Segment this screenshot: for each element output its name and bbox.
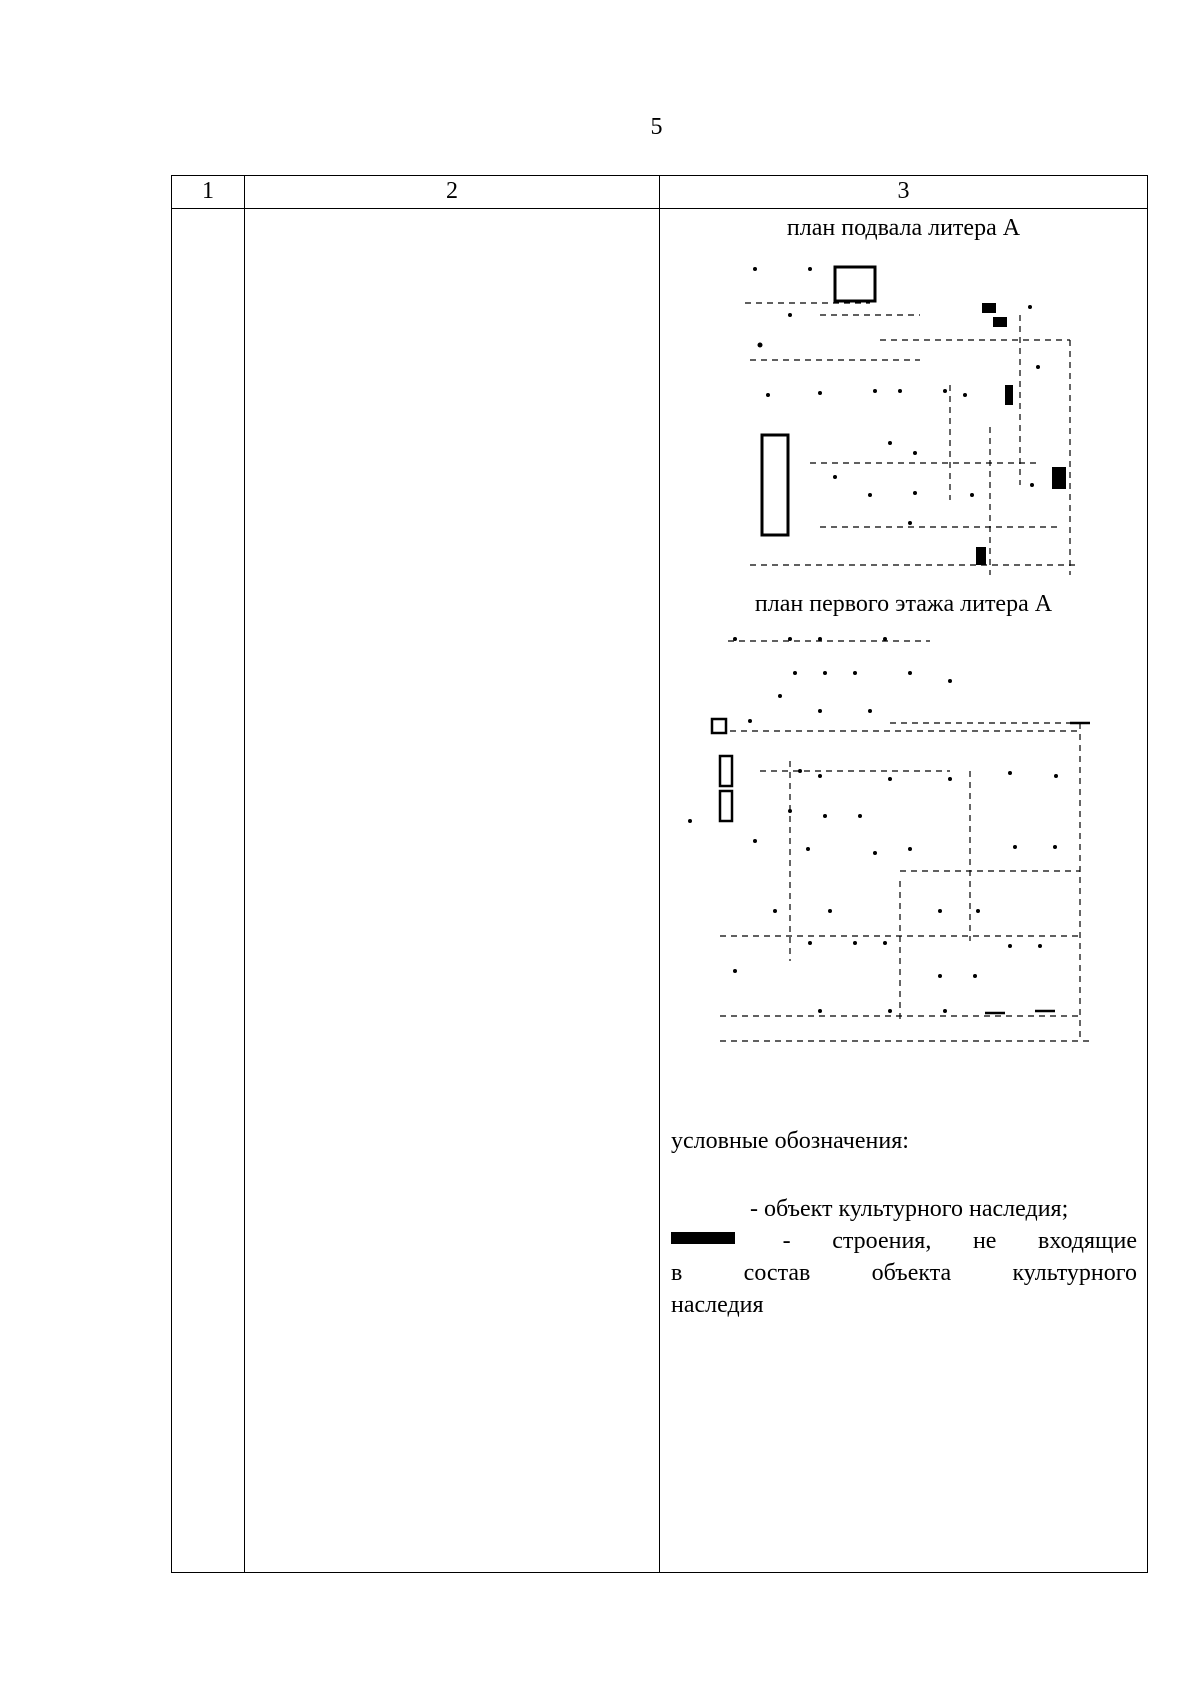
legend-word: - [782, 1228, 791, 1254]
legend-word: в [671, 1260, 683, 1286]
legend-title: условные обозначения: [671, 1128, 909, 1154]
legend-item-heritage: - объект культурного наследия; [750, 1196, 1069, 1222]
document-table [171, 175, 1148, 1573]
basement-plan-title: план подвала литера А [786, 215, 1021, 241]
table-header-row [172, 176, 1148, 209]
table-body-row [172, 209, 1148, 1573]
legend-word: строения, [832, 1228, 932, 1254]
header-col-3: 3 [660, 176, 1148, 209]
legend [660, 1125, 1147, 1321]
legend-word: не [972, 1228, 997, 1254]
basement-floor-plan [660, 245, 1147, 585]
legend-word: входящие [1038, 1228, 1137, 1254]
header-col-1: 1 [172, 176, 245, 209]
black-swatch-icon [671, 1232, 735, 1244]
legend-word: культурного [1012, 1260, 1137, 1286]
legend-word: объекта [871, 1260, 952, 1286]
legend-word: наследия [671, 1292, 764, 1318]
legend-item-structures [671, 1225, 1137, 1321]
page-number: 5 [650, 114, 663, 140]
legend-word: состав [743, 1260, 811, 1286]
first-floor-plan [660, 621, 1147, 1081]
first-floor-plan-title: план первого этажа литера А [754, 591, 1053, 617]
body-col-3 [660, 209, 1148, 1573]
body-col-2 [245, 209, 660, 1573]
body-col-1 [172, 209, 245, 1573]
header-col-2: 2 [245, 176, 660, 209]
